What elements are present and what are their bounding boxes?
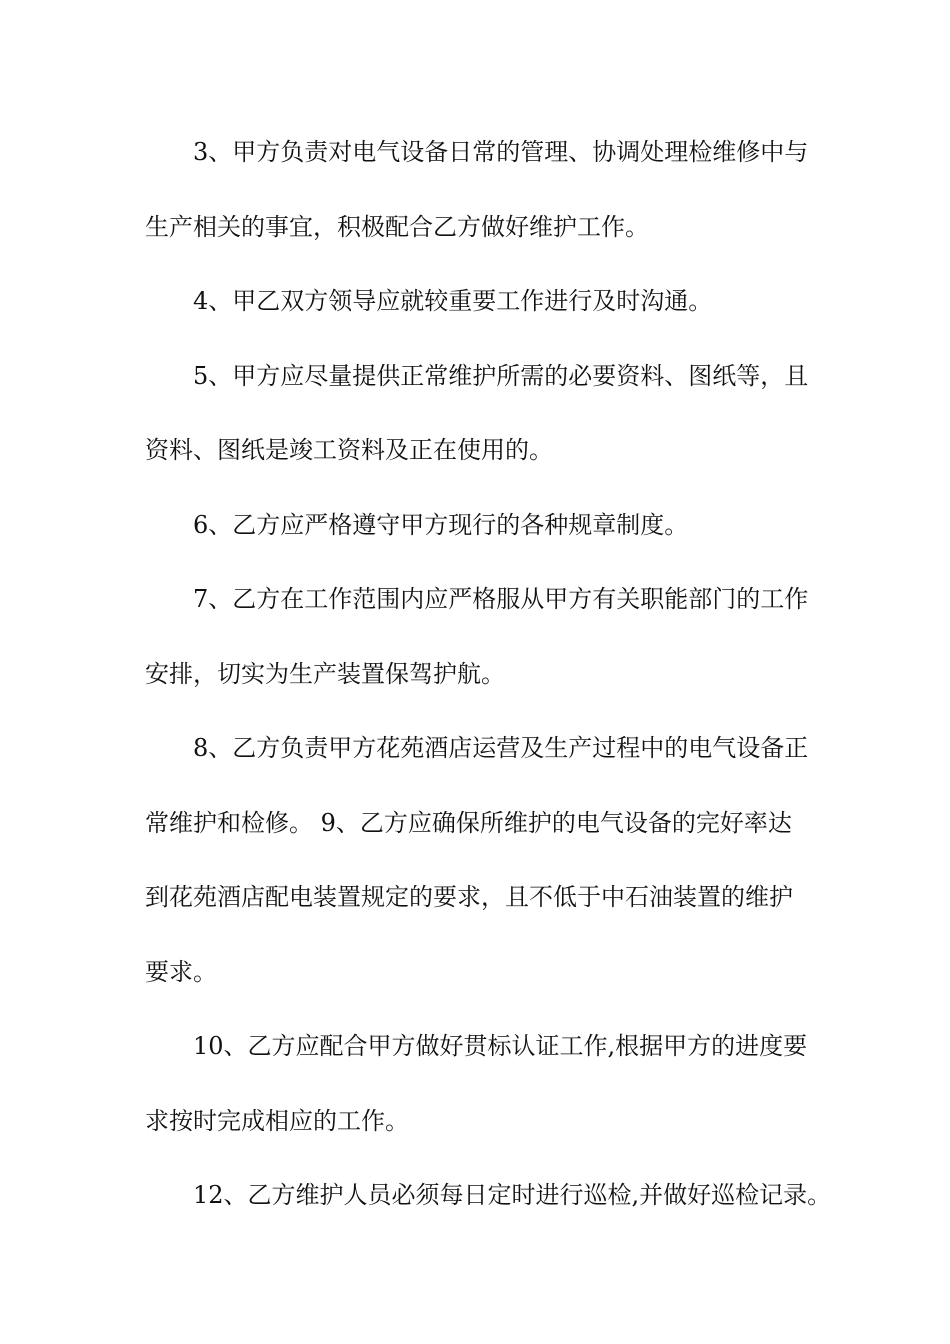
paragraph-line: 5、甲方应尽量提供正常维护所需的必要资料、图纸等，且 <box>193 361 809 390</box>
paragraph-line: 12、乙方维护人员必须每日定时进行巡检,并做好巡检记录。 <box>193 1181 832 1209</box>
paragraph-line: 7、乙方在工作范围内应严格服从甲方有关职能部门的工作 <box>193 585 809 613</box>
paragraph-line: 生产相关的事宜，积极配合乙方做好维护工作。 <box>145 212 649 241</box>
paragraph-line: 求按时完成相应的工作。 <box>145 1106 409 1135</box>
paragraph-line: 资料、图纸是竣工资料及正在使用的。 <box>145 436 553 464</box>
paragraph-line: 6、乙方应严格遵守甲方现行的各种规章制度。 <box>193 510 689 539</box>
paragraph-line: 常维护和检修。 9、乙方应确保所维护的电气设备的完好率达 <box>145 808 792 837</box>
document-body <box>145 115 832 1233</box>
paragraph-line: 4、甲乙双方领导应就较重要工作进行及时沟通。 <box>193 287 713 315</box>
paragraph-line: 安排，切实为生产装置保驾护航。 <box>145 659 505 688</box>
paragraph-line: 8、乙方负责甲方花苑酒店运营及生产过程中的电气设备正 <box>193 734 809 762</box>
paragraph-line: 10、乙方应配合甲方做好贯标认证工作,根据甲方的进度要 <box>193 1032 808 1060</box>
paragraph-line: 到花苑酒店配电装置规定的要求，且不低于中石油装置的维护 <box>145 883 793 911</box>
paragraph-line: 3、甲方负责对电气设备日常的管理、协调处理检维修中与 <box>193 138 809 166</box>
paragraph-line: 要求。 <box>145 957 217 986</box>
